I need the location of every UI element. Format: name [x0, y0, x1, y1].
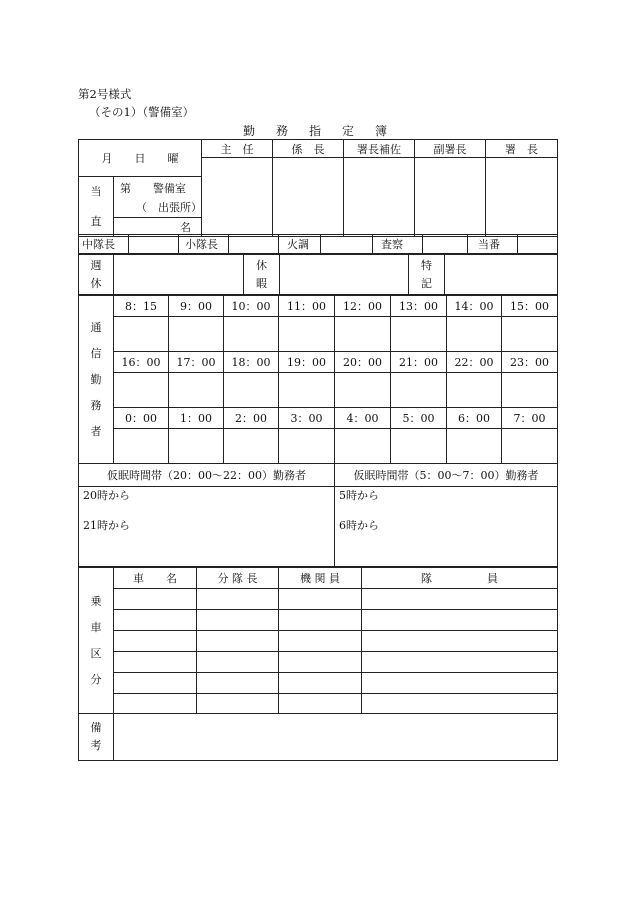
time-slot-label: 14：00 [447, 296, 502, 317]
rank-input[interactable] [518, 235, 558, 254]
time-slot-input[interactable] [114, 429, 169, 464]
vehicle-cell[interactable] [114, 631, 197, 652]
vehicle-cell[interactable] [362, 631, 558, 652]
time-slot-input[interactable] [114, 317, 169, 352]
position-header: 署長補佐 [344, 140, 415, 158]
rank-table [78, 234, 558, 254]
date-label: 月 日 曜 [101, 152, 179, 165]
leave-label: 休 暇 [244, 255, 280, 295]
time-slot-label: 10：00 [224, 296, 279, 317]
rank-label: 火調 [279, 235, 321, 254]
weekly-off-input[interactable] [114, 255, 244, 295]
stamp-box[interactable] [344, 158, 415, 237]
form-number: 第2号様式 [78, 87, 132, 101]
form-subtitle: （その1）（警備室） [89, 105, 195, 119]
rank-input[interactable] [423, 235, 468, 254]
comm-duty-label: 通 信 勤 務 者 [79, 296, 114, 464]
leave-input[interactable] [280, 255, 409, 295]
duty-office-cell[interactable] [114, 177, 202, 218]
approval-table [78, 139, 558, 237]
time-slot-label: 22：00 [447, 352, 502, 373]
document-title: 勤務指定簿 [242, 124, 408, 138]
duty-label: 当 直 [79, 177, 114, 237]
stamp-box[interactable] [273, 158, 344, 237]
time-slot-input[interactable] [447, 317, 502, 352]
vehicle-cell[interactable] [197, 694, 279, 714]
rank-input[interactable] [129, 235, 179, 254]
time-slot-input[interactable] [279, 429, 335, 464]
position-header: 副署長 [415, 140, 486, 158]
time-slot-label: 12：00 [335, 296, 391, 317]
nap-right-input[interactable] [335, 487, 558, 567]
nap-slot-20: 20時から [83, 489, 130, 502]
rank-input[interactable] [229, 235, 279, 254]
time-slot-input[interactable] [224, 429, 279, 464]
date-cell[interactable] [79, 140, 202, 177]
vehicle-cell[interactable] [279, 694, 362, 714]
vehicle-assign-label: 乗 車 区 分 [79, 568, 114, 714]
time-slot-label: 9：00 [169, 296, 224, 317]
vehicle-name-header: 車 名 [114, 568, 197, 589]
vehicle-cell[interactable] [362, 589, 558, 610]
nap-header-left: 仮眠時間帯（20：00～22：00）勤務者 [79, 464, 335, 487]
time-slot-label: 17：00 [169, 352, 224, 373]
rank-label: 小隊長 [179, 235, 229, 254]
time-slot-input[interactable] [224, 317, 279, 352]
weekly-off-label: 週 休 [79, 255, 114, 295]
time-slot-input[interactable] [391, 373, 447, 408]
time-slot-input[interactable] [391, 317, 447, 352]
time-slot-label: 19：00 [279, 352, 335, 373]
time-slot-input[interactable] [114, 373, 169, 408]
time-slot-label: 6：00 [447, 408, 502, 429]
time-slot-label: 4：00 [335, 408, 391, 429]
time-slot-label: 16：00 [114, 352, 169, 373]
vehicle-cell[interactable] [279, 610, 362, 631]
time-slot-label: 11：00 [279, 296, 335, 317]
nap-slot-6: 6時から [339, 519, 379, 532]
time-slot-label: 7：00 [502, 408, 558, 429]
time-slot-input[interactable] [279, 317, 335, 352]
vehicle-cell[interactable] [279, 589, 362, 610]
squad-leader-header: 分 隊 長 [197, 568, 279, 589]
stamp-box[interactable] [415, 158, 486, 237]
vehicle-cell[interactable] [197, 631, 279, 652]
vehicle-cell[interactable] [362, 694, 558, 714]
time-slot-label: 15：00 [502, 296, 558, 317]
nap-slot-5: 5時から [339, 489, 379, 502]
duty-count-unit: 名 [180, 221, 191, 234]
time-slot-label: 8：15 [114, 296, 169, 317]
vehicle-cell[interactable] [279, 673, 362, 694]
nap-table [78, 463, 558, 567]
stamp-box[interactable] [486, 158, 558, 237]
vehicle-cell[interactable] [114, 673, 197, 694]
time-slot-input[interactable] [224, 373, 279, 408]
rank-label: 当番 [468, 235, 518, 254]
time-slot-label: 20：00 [335, 352, 391, 373]
time-slot-input[interactable] [391, 429, 447, 464]
leave-table [78, 254, 558, 295]
vehicle-cell[interactable] [279, 631, 362, 652]
stamp-box[interactable] [202, 158, 273, 237]
vehicle-cell[interactable] [362, 652, 558, 673]
vehicle-cell[interactable] [279, 652, 362, 673]
position-header: 署 長 [486, 140, 558, 158]
rank-input[interactable] [321, 235, 373, 254]
time-slot-input[interactable] [335, 317, 391, 352]
time-slot-label: 2：00 [224, 408, 279, 429]
time-slot-label: 13：00 [391, 296, 447, 317]
duty-branch-line: （ 出張所） [136, 201, 202, 214]
rank-label: 中隊長 [79, 235, 129, 254]
time-slot-input[interactable] [335, 373, 391, 408]
time-slot-input[interactable] [502, 317, 558, 352]
vehicle-cell[interactable] [114, 610, 197, 631]
time-slot-input[interactable] [279, 373, 335, 408]
time-slot-label: 1：00 [169, 408, 224, 429]
time-slot-label: 5：00 [391, 408, 447, 429]
time-slot-input[interactable] [169, 373, 224, 408]
vehicle-cell[interactable] [197, 673, 279, 694]
nap-left-input[interactable] [79, 487, 335, 567]
time-slot-input[interactable] [169, 317, 224, 352]
time-slot-input[interactable] [502, 373, 558, 408]
comm-duty-table [78, 295, 558, 464]
time-slot-input[interactable] [502, 429, 558, 464]
remarks-input[interactable] [114, 714, 558, 761]
remarks-label: 備 考 [79, 714, 114, 761]
vehicle-cell[interactable] [362, 673, 558, 694]
time-slot-input[interactable] [447, 429, 502, 464]
special-note-input[interactable] [445, 255, 558, 295]
time-slot-input[interactable] [335, 429, 391, 464]
time-slot-label: 23：00 [502, 352, 558, 373]
time-slot-input[interactable] [447, 373, 502, 408]
vehicle-cell[interactable] [197, 610, 279, 631]
vehicle-table [78, 567, 558, 714]
vehicle-cell[interactable] [197, 589, 279, 610]
time-slot-label: 3：00 [279, 408, 335, 429]
time-slot-label: 18：00 [224, 352, 279, 373]
vehicle-cell[interactable] [197, 652, 279, 673]
crew-header: 隊 員 [362, 568, 558, 589]
special-note-label: 特 記 [409, 255, 445, 295]
nap-header-right: 仮眠時間帯（5：00～7：00）勤務者 [335, 464, 558, 487]
vehicle-cell[interactable] [114, 589, 197, 610]
nap-slot-21: 21時から [83, 519, 130, 532]
time-slot-input[interactable] [169, 429, 224, 464]
remarks-table [78, 713, 558, 761]
position-header: 主 任 [202, 140, 273, 158]
position-header: 係 長 [273, 140, 344, 158]
time-slot-label: 0：00 [114, 408, 169, 429]
vehicle-cell[interactable] [362, 610, 558, 631]
vehicle-cell[interactable] [114, 652, 197, 673]
vehicle-cell[interactable] [114, 694, 197, 714]
time-slot-label: 21：00 [391, 352, 447, 373]
duty-office-line: 第 警備室 [120, 182, 186, 195]
engineer-header: 機 関 員 [279, 568, 362, 589]
rank-label: 査察 [373, 235, 423, 254]
